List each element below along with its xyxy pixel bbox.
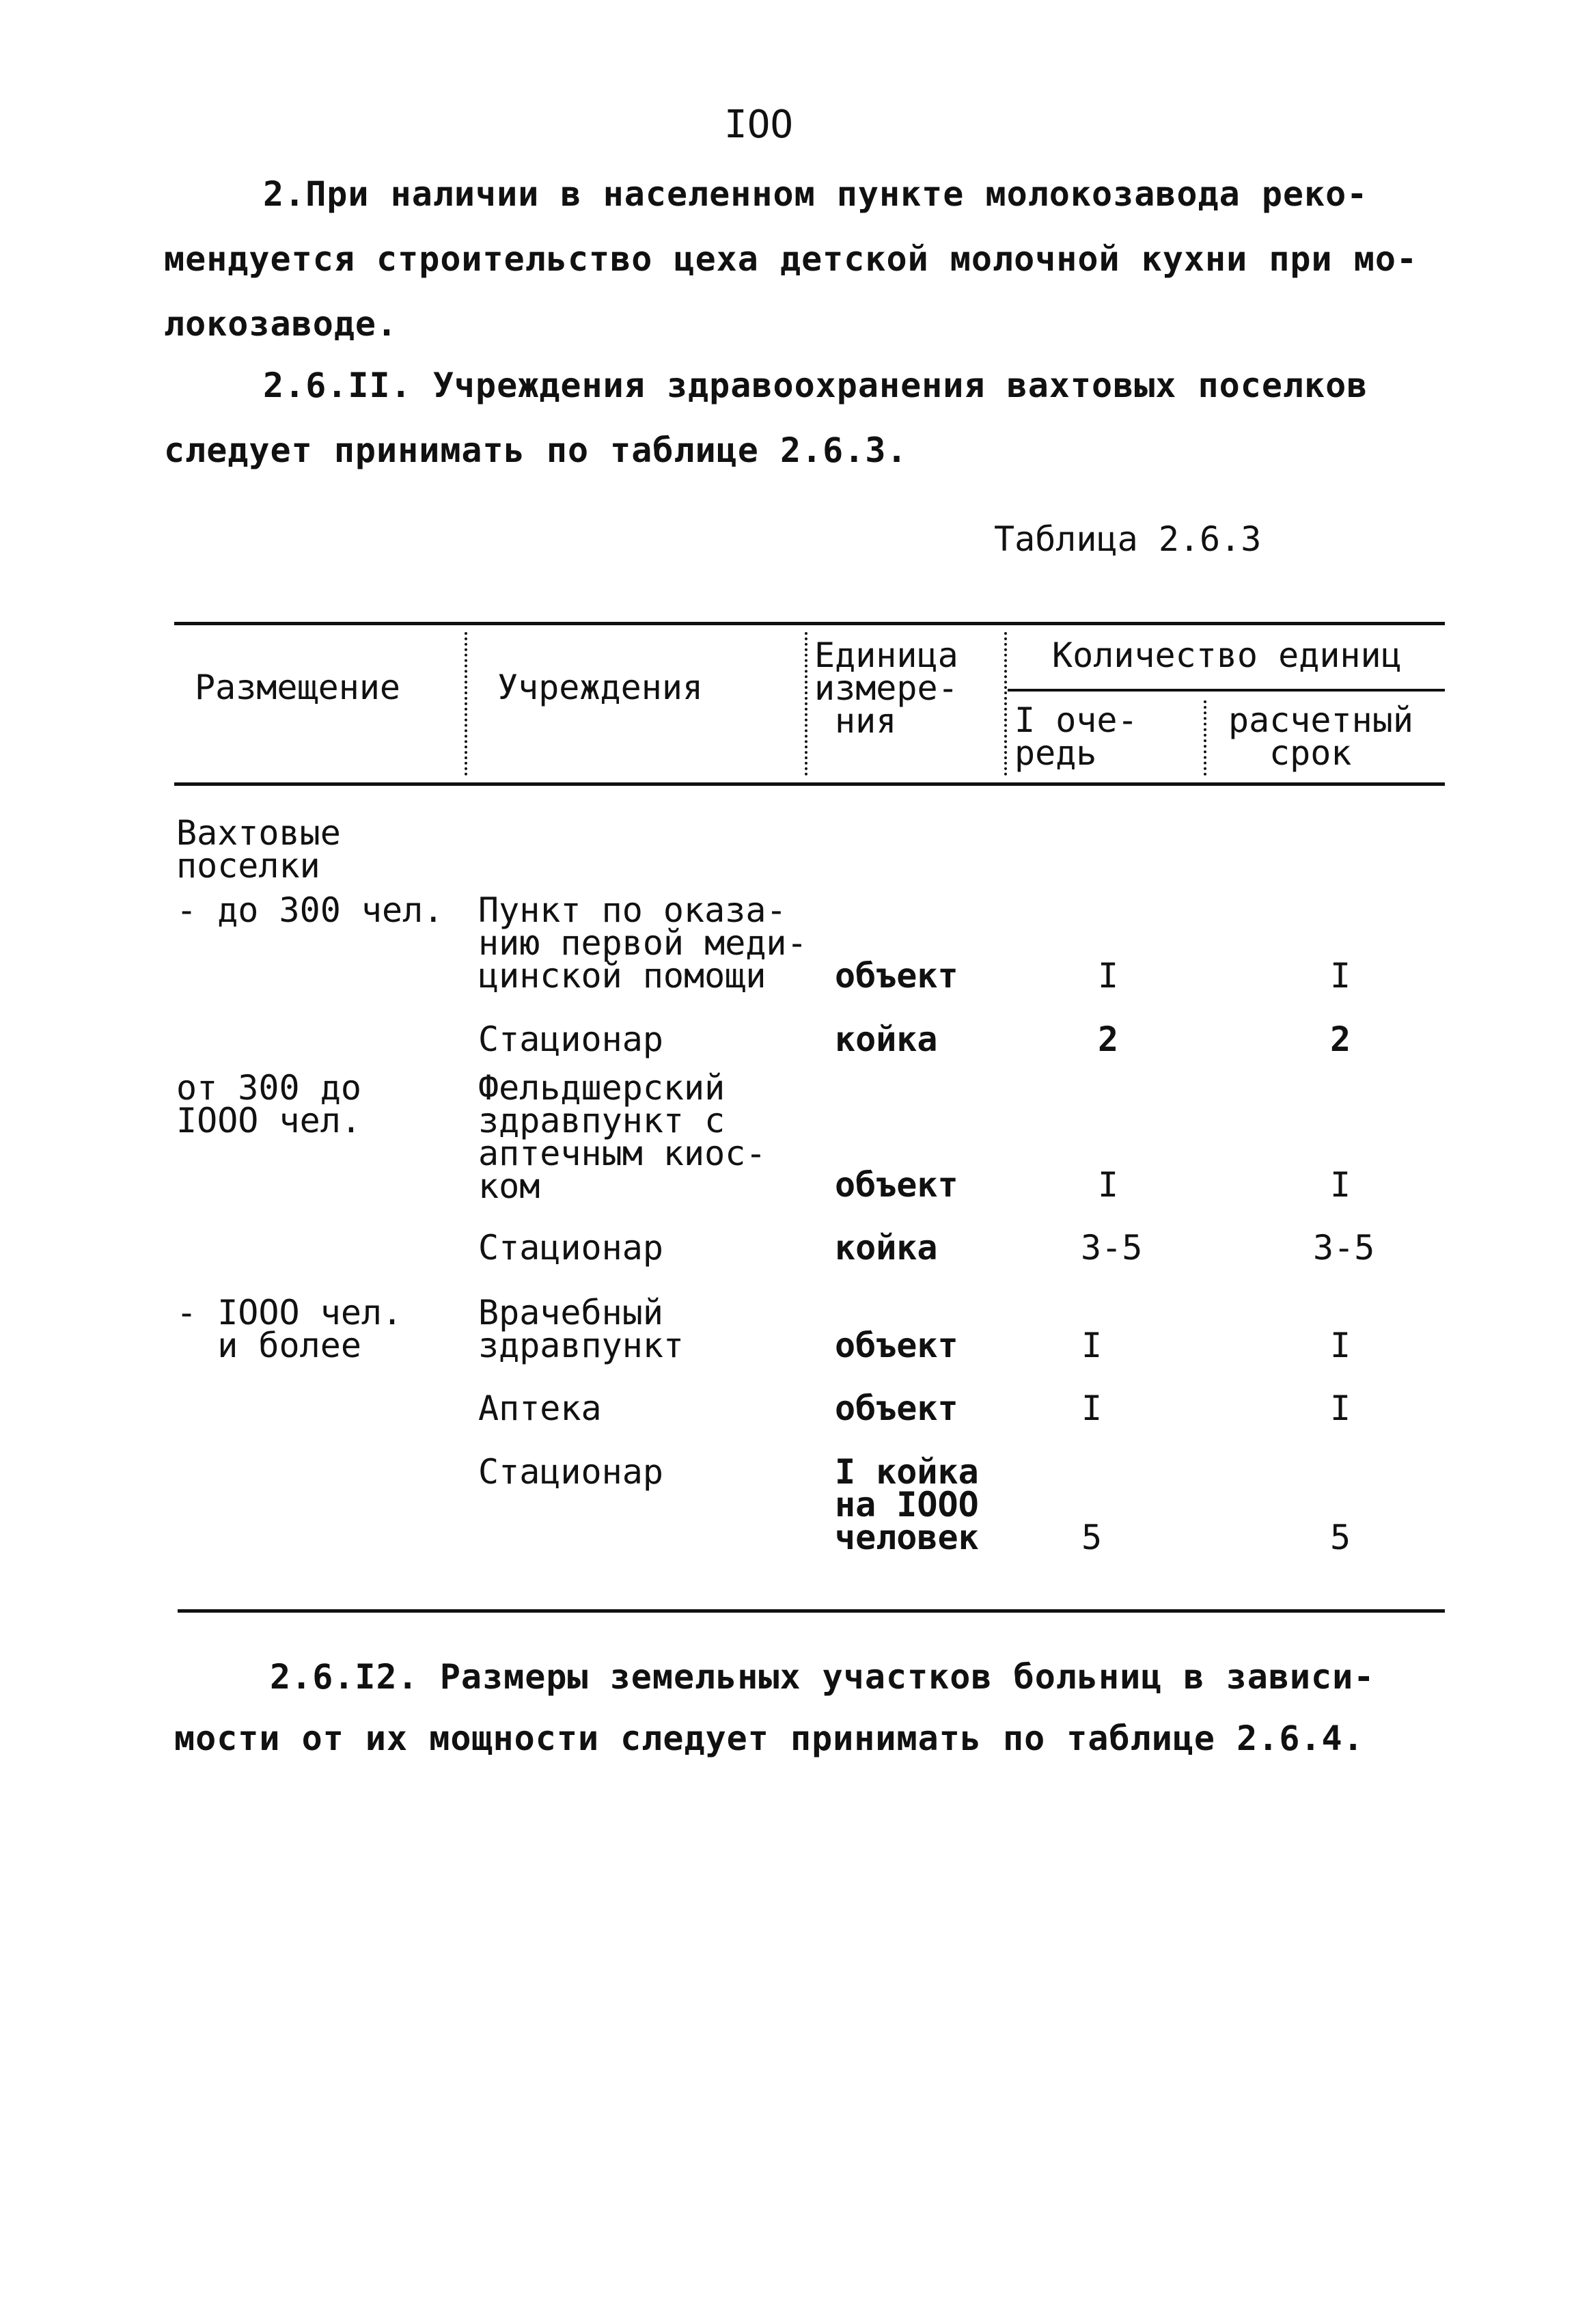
cell-line: цинской помощи [478, 956, 766, 996]
table-cell-u5 [835, 1326, 958, 1365]
group-title [176, 813, 341, 886]
cell-line: от 300 до [176, 1068, 361, 1108]
header-institutions: Учреждения [497, 668, 704, 707]
column-divider [1204, 700, 1209, 776]
page-number: IOO [724, 102, 794, 147]
header-placement: Размещение [195, 668, 401, 707]
cell-line: койка [835, 1228, 938, 1268]
cell-line: IOOO чел. [176, 1101, 361, 1140]
cell-line: объект [835, 1326, 958, 1365]
cell-line: объект [835, 1165, 958, 1205]
cell-line: аптечным киос- [478, 1134, 766, 1173]
cell-line: Врачебный [478, 1293, 663, 1332]
cell-line: Стационар [478, 1020, 663, 1059]
table-cell-i6 [478, 1389, 602, 1428]
table-cell-b5: I [1329, 1326, 1351, 1365]
table-cell-u4 [835, 1228, 938, 1268]
header-line: срок [1269, 733, 1352, 773]
cell-line: Пункт по оказа- [478, 890, 787, 930]
table-cell-b1: I [1329, 956, 1351, 996]
table-cell-a4: 3-5 [1081, 1228, 1143, 1268]
cell-line: - до 300 чел. [176, 890, 444, 930]
cell-line: нию первой меди- [478, 923, 807, 963]
header-line: измере- [814, 668, 958, 708]
cell-line: - IOOO чел. [176, 1293, 403, 1332]
group-title-line: Вахтовые [176, 813, 341, 853]
table-cell-a7: 5 [1081, 1518, 1103, 1557]
paragraph-line: 2.При наличии в населенном пункте молокозавода реко- [263, 174, 1368, 214]
cell-line: человек [835, 1518, 979, 1557]
cell-line: объект [835, 1389, 958, 1428]
cell-line: здравпункт с [478, 1101, 726, 1140]
table-cell-b2: 2 [1329, 1020, 1351, 1059]
table-cell-i3 [478, 1068, 766, 1206]
header-unit [814, 635, 958, 741]
header-line: Единица [814, 635, 958, 675]
table-top-rule [174, 622, 1445, 625]
table-cell-i7 [478, 1452, 663, 1492]
table-cell-b3: I [1329, 1165, 1351, 1205]
cell-line: Аптека [478, 1389, 602, 1428]
table-cell-a1: I [1097, 956, 1119, 996]
header-line: ния [835, 701, 897, 741]
cell-line: койка [835, 1020, 938, 1059]
table-cell-b7: 5 [1329, 1518, 1351, 1557]
cell-line: и более [176, 1326, 361, 1365]
cell-line: здравпункт [478, 1326, 685, 1365]
table-caption: Таблица 2.6.3 [994, 519, 1262, 559]
table-cell-a3: I [1097, 1165, 1119, 1205]
header-line: I оче- [1014, 700, 1138, 740]
table-cell-p5 [176, 1293, 403, 1365]
paragraph-line: 2.6.II. Учреждения здравоохранения вахтовых поселков [263, 366, 1368, 405]
paragraph-line: 2.6.I2. Размеры земельных участков больниц в зависи- [270, 1657, 1375, 1697]
cell-line: Фельдшерский [478, 1068, 726, 1108]
header-split-rule [1008, 689, 1445, 692]
paragraph-line: локозаводе. [164, 304, 398, 344]
table-cell-a6: I [1081, 1389, 1103, 1428]
header-quantity: Количество единиц [1052, 635, 1402, 675]
table-cell-u3 [835, 1165, 958, 1205]
table-bottom-rule [178, 1609, 1445, 1613]
table-cell-p3 [176, 1068, 361, 1140]
table-cell-u2 [835, 1020, 938, 1059]
column-divider [1004, 632, 1010, 776]
table-cell-i4 [478, 1228, 663, 1268]
cell-line: на IOOO [835, 1485, 979, 1525]
table-cell-i2 [478, 1020, 663, 1059]
header-bottom-rule [174, 782, 1445, 786]
table-cell-b6: I [1329, 1389, 1351, 1428]
paragraph-line: мендуется строительство цеха детской молочной кухни при мо- [164, 239, 1418, 279]
header-first-stage [1014, 700, 1138, 773]
header-line: расчетный [1228, 700, 1413, 740]
table-cell-b4: 3-5 [1313, 1228, 1375, 1268]
paragraph-line: мости от их мощности следует принимать по таблице 2.6.4. [174, 1719, 1364, 1758]
table-cell-u6 [835, 1389, 958, 1428]
table-cell-p1 [176, 890, 444, 930]
header-line: редь [1014, 733, 1097, 773]
cell-line: Стационар [478, 1228, 663, 1268]
table-cell-a5: I [1081, 1326, 1103, 1365]
table-cell-u1 [835, 956, 958, 996]
table-cell-a2: 2 [1097, 1020, 1119, 1059]
column-divider [805, 632, 810, 776]
table-cell-i1 [478, 890, 807, 996]
table-cell-u7 [835, 1452, 979, 1557]
header-estimated-term [1228, 700, 1413, 773]
group-title-line: поселки [176, 846, 320, 886]
paragraph-line: следует принимать по таблице 2.6.3. [164, 430, 908, 470]
cell-line: I койка [835, 1452, 979, 1492]
cell-line: ком [478, 1166, 540, 1206]
cell-line: Стационар [478, 1452, 663, 1492]
table-cell-i5 [478, 1293, 685, 1365]
cell-line: объект [835, 956, 958, 996]
column-divider [465, 632, 470, 776]
